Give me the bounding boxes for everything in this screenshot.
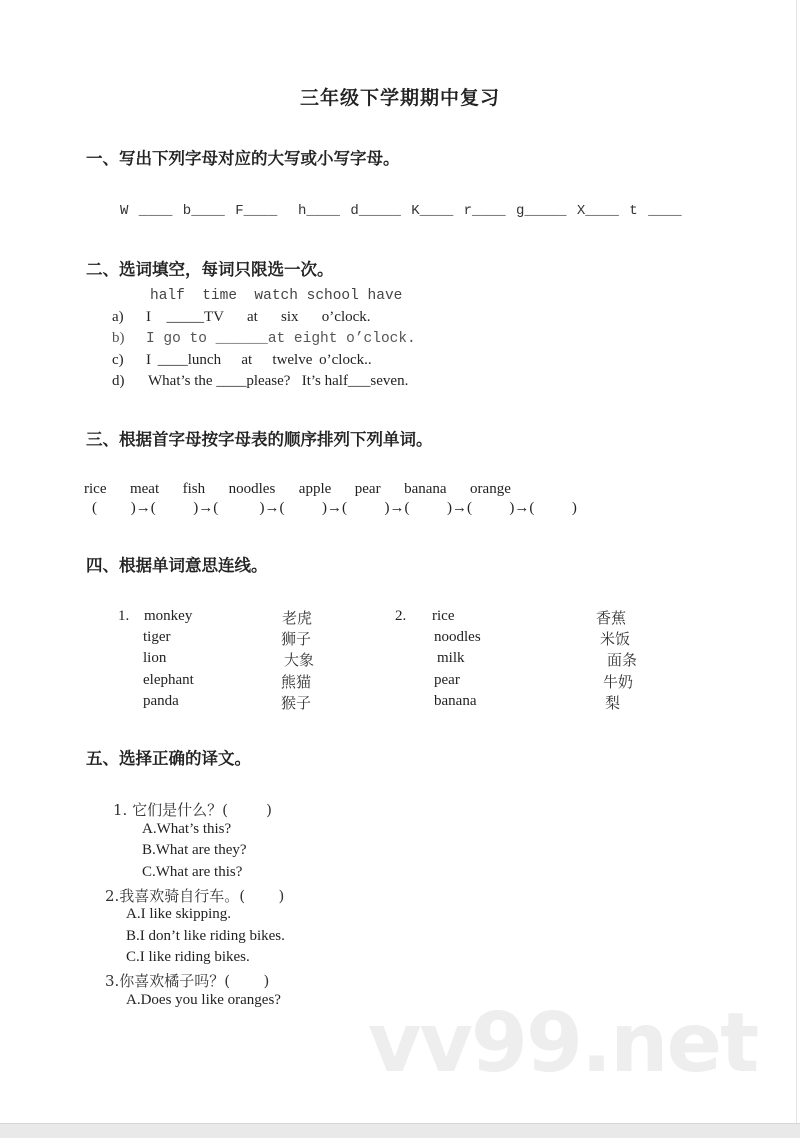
match-en-noodles: noodles — [434, 629, 481, 645]
match-zh-4: 熊猫 — [281, 673, 312, 691]
match-zh-1: 老虎 — [282, 609, 313, 627]
match-en-panda: panda — [143, 693, 179, 709]
question-1-option-c: C.What are this? — [142, 864, 243, 880]
question-1-option-a: A.What’s this? — [142, 821, 232, 837]
question-1-option-b: B.What are they? — [142, 842, 247, 858]
match-zh-5: 猴子 — [281, 694, 312, 712]
question-2-option-a: A.I like skipping. — [126, 906, 231, 922]
question-2-option-b: B.I don’t like riding bikes. — [126, 928, 285, 944]
group2-number: 2. — [395, 608, 407, 624]
word-bank: half time watch school have — [150, 288, 403, 304]
viewer-bottom-bar — [0, 1123, 800, 1138]
section4-heading: 四、根据单词意思连线。 — [86, 556, 268, 575]
match-zh-3: 大象 — [284, 651, 315, 669]
question-2-option-c: C.I like riding bikes. — [126, 949, 250, 965]
item-b-text: I go to ______at eight o’clock. — [146, 331, 416, 347]
match-zh-10: 梨 — [605, 694, 621, 712]
item-c-label: c) — [112, 352, 124, 368]
item-a-label: a) — [112, 309, 124, 325]
match-en-tiger: tiger — [143, 629, 171, 645]
word-list: rice meat fish noodles apple pear banana orange — [84, 481, 511, 497]
match-zh-7: 米饭 — [600, 630, 631, 648]
question-3-prompt: 3.你喜欢橘子吗？( ) — [105, 972, 270, 990]
match-zh-8: 面条 — [607, 651, 638, 669]
item-d-text: What’s the ____please? It’s half___seven. — [148, 373, 409, 389]
match-en-banana: banana — [434, 693, 477, 709]
match-en-milk: milk — [437, 650, 465, 666]
item-c-text: I ____lunch at twelve o’clock.. — [146, 352, 372, 368]
match-en-pear: pear — [434, 672, 460, 688]
section2-heading: 二、选词填空，每词只限选一次。 — [86, 260, 334, 279]
question-2-prompt: 2.我喜欢骑自行车。( ) — [105, 887, 285, 905]
section3-heading: 三、根据首字母按字母表的顺序排列下列单词。 — [86, 430, 433, 449]
question-3-option-a: A.Does you like oranges? — [126, 992, 281, 1008]
match-en-rice: rice — [432, 608, 455, 624]
match-en-monkey: monkey — [144, 608, 193, 624]
letters-exercise: W ____ b____ F____ h____ d_____ K____ r____ g_____ X____ t ____ — [120, 203, 682, 219]
section1-heading: 一、写出下列字母对应的大写或小写字母。 — [86, 149, 400, 168]
item-a-text: I _____TV at six o’clock. — [146, 309, 371, 325]
item-d-label: d) — [112, 373, 125, 389]
question-1-prompt: 1. 它们是什么？( ) — [113, 801, 272, 819]
watermark: vv99.net — [368, 996, 758, 1091]
match-en-lion: lion — [143, 650, 167, 666]
group1-number: 1. — [118, 608, 130, 624]
match-zh-9: 牛奶 — [603, 673, 634, 691]
page-title: 三年级下学期期中复习 — [299, 87, 500, 109]
ordering-blanks: ( )→( )→( )→( )→( )→( )→( )→( ) — [92, 500, 577, 516]
match-zh-6: 香蕉 — [596, 609, 627, 627]
section5-heading: 五、选择正确的译文。 — [86, 749, 251, 768]
match-zh-2: 狮子 — [281, 630, 312, 648]
item-b-label: b) — [112, 330, 125, 346]
match-en-elephant: elephant — [143, 672, 194, 688]
